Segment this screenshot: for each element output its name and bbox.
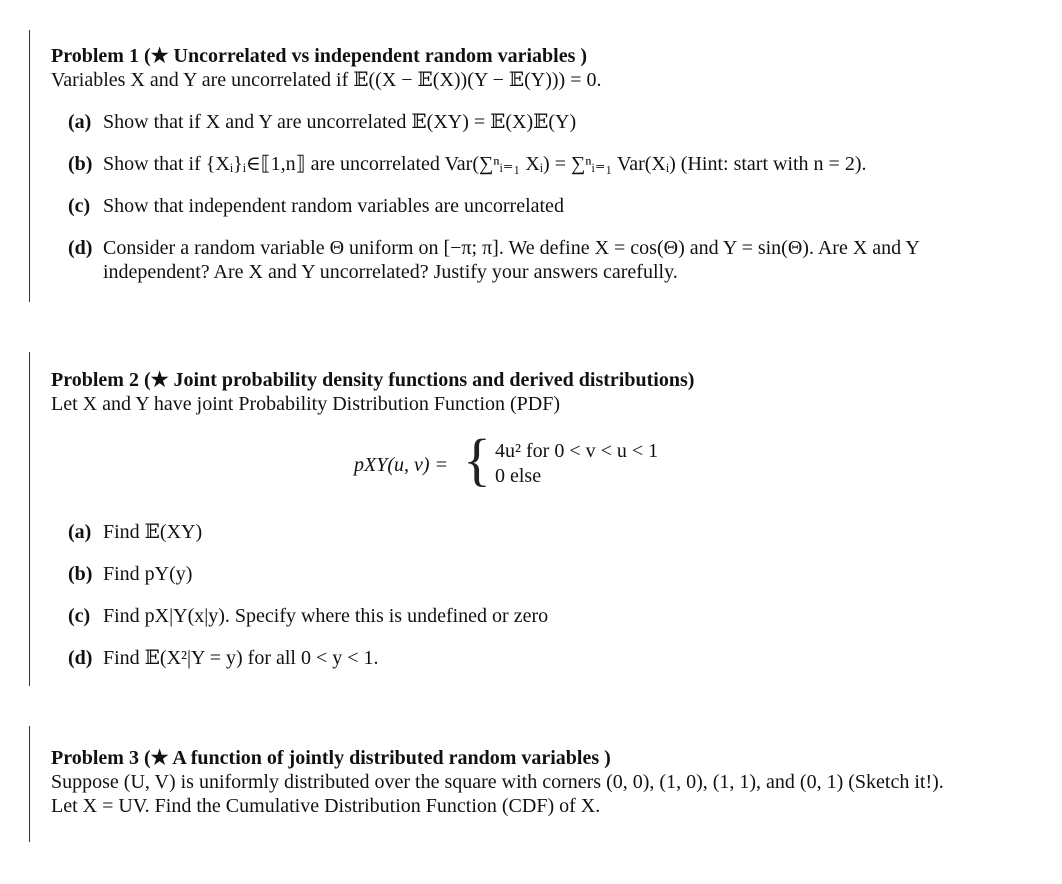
list-item [51, 562, 1029, 586]
formula-case-2: 0 else [495, 465, 542, 487]
list-item [51, 110, 1029, 134]
item-label: (b) [68, 153, 93, 175]
list-item [51, 236, 1029, 284]
item-label: (c) [68, 605, 91, 627]
problem-3-line-1: Suppose (U, V) is uniformly distributed over the square with corners (0, 0), (1, 0), (1, 1), and (0, 1) (Sketch it!). [51, 771, 944, 793]
item-text: Consider a random variable Θ uniform on [−π; π]. We define X = cos(Θ) and Y = sin(Θ). Are X and Y independent? Are X and Y uncorrelated? Justify your answers carefully. [103, 237, 920, 283]
formula-case-1: 4u² for 0 < v < u < 1 [495, 440, 659, 462]
item-label: (d) [68, 237, 93, 259]
item-text: Find 𝔼(XY) [103, 521, 203, 543]
item-text: Show that independent random variables are uncorrelated [103, 195, 564, 217]
item-text: Find 𝔼(X²|Y = y) for all 0 < y < 1. [103, 647, 379, 669]
pdf-formula [51, 427, 1029, 502]
item-text: Find pY(y) [103, 563, 193, 585]
problem-3-title: Problem 3 (★ A function of jointly distributed random variables ) [51, 747, 611, 769]
item-label: (a) [68, 111, 92, 133]
problem-2-title: Problem 2 (★ Joint probability density functions and derived distributions) [51, 369, 695, 391]
list-item [51, 194, 1029, 218]
item-label: (b) [68, 563, 93, 585]
problem-1-title: Problem 1 (★ Uncorrelated vs independent random variables ) [51, 45, 588, 67]
problem-2-items [51, 520, 1029, 670]
problem-1-intro: Variables X and Y are uncorrelated if 𝔼((X − 𝔼(X))(Y − 𝔼(Y))) = 0. [51, 69, 602, 91]
problem-1-items [51, 110, 1029, 284]
item-text: Show that if X and Y are uncorrelated 𝔼(XY) = 𝔼(X)𝔼(Y) [103, 111, 577, 133]
problem-3-block [29, 726, 1029, 842]
problem-2-intro: Let X and Y have joint Probability Distribution Function (PDF) [51, 393, 561, 415]
item-label: (a) [68, 521, 92, 543]
item-label: (d) [68, 647, 93, 669]
item-text: Find pX|Y(x|y). Specify where this is undefined or zero [103, 605, 549, 627]
item-label: (c) [68, 195, 91, 217]
list-item [51, 520, 1029, 544]
problem-2-block [29, 352, 1029, 686]
problem-1-block [29, 30, 1029, 302]
list-item [51, 646, 1029, 670]
formula-brace: { [463, 427, 491, 492]
item-text: Show that if {Xᵢ}ᵢ∈⟦1,n⟧ are uncorrelated Var(∑ⁿᵢ₌₁ Xᵢ) = ∑ⁿᵢ₌₁ Var(Xᵢ) (Hint: start with n = 2). [103, 153, 867, 175]
problem-3-line-2: Let X = UV. Find the Cumulative Distribution Function (CDF) of X. [51, 795, 601, 817]
formula-lhs: pXY(u, v) = [354, 454, 449, 476]
list-item [51, 152, 1029, 176]
list-item [51, 604, 1029, 628]
